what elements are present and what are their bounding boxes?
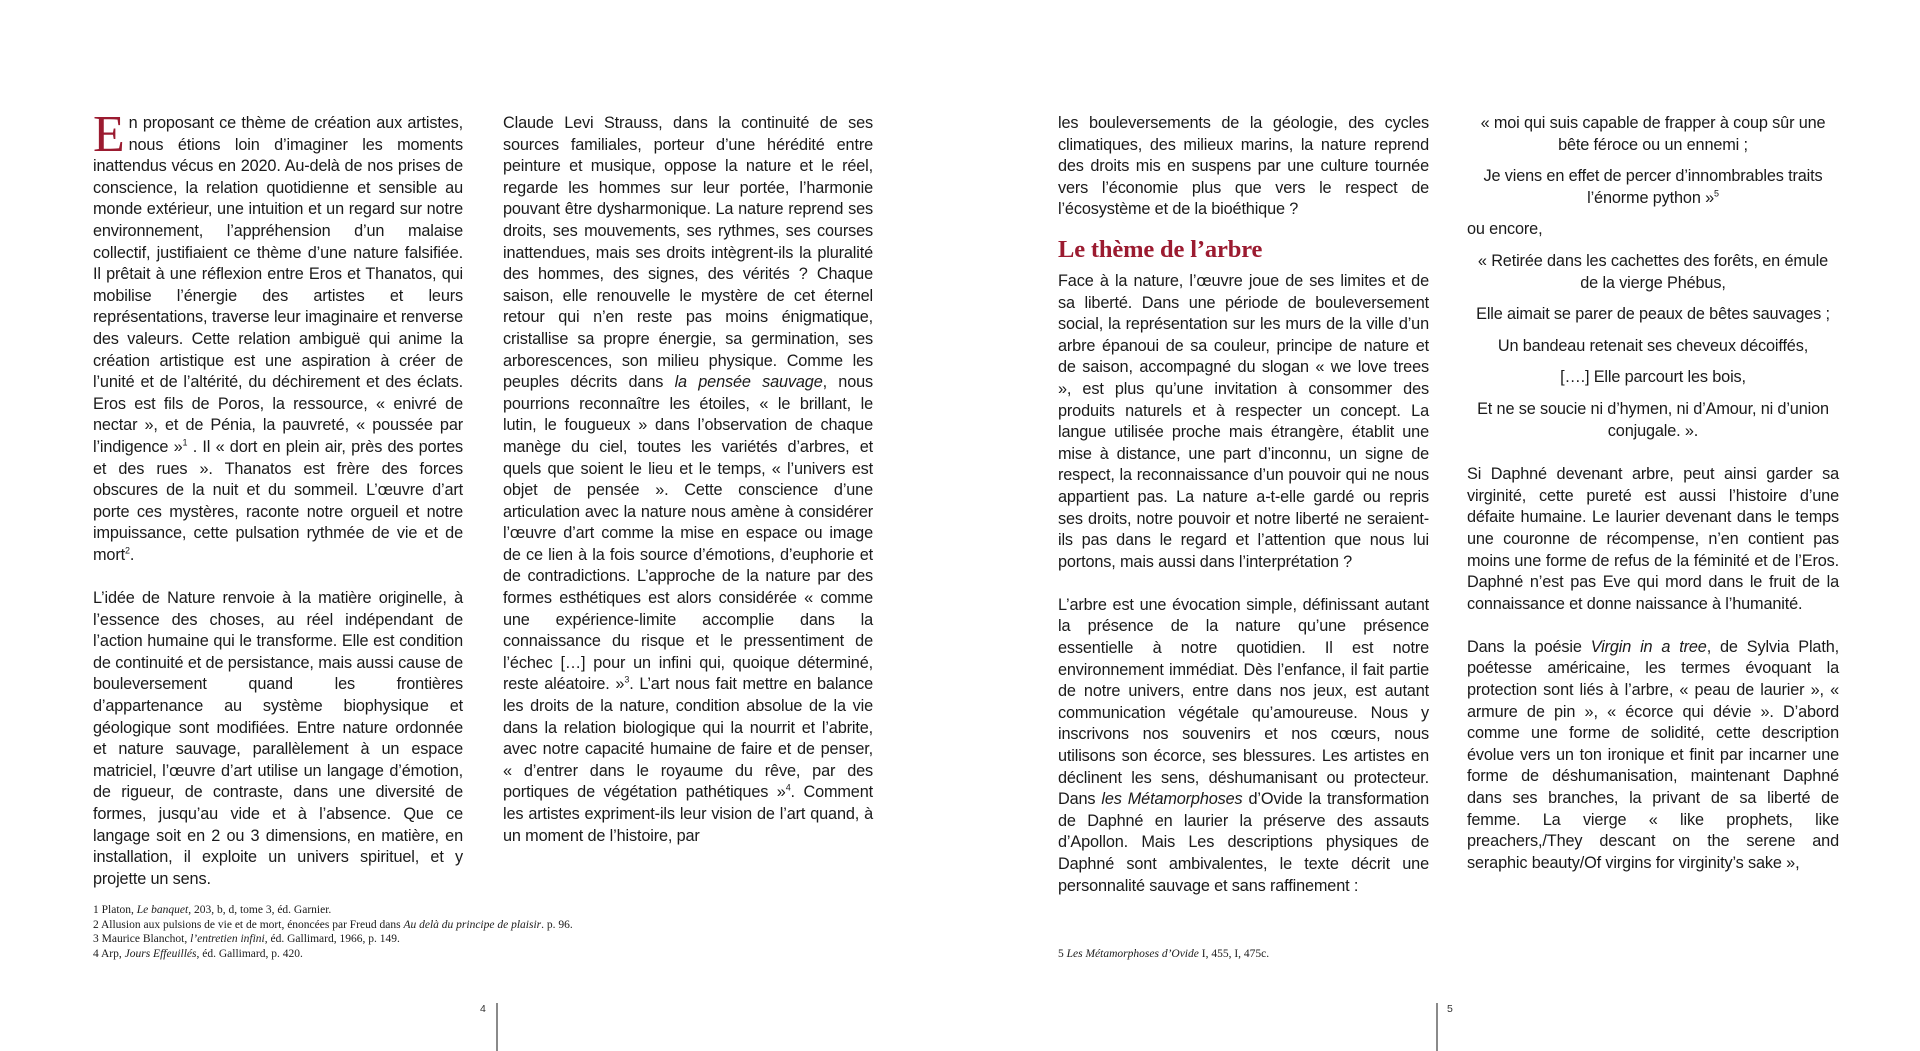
paragraph: En proposant ce thème de création aux artistes, nous étions loin d’imaginer les moments inattendus vécus en 2020. Au-delà de nos prises de conscience, la relation quotidienne et sensible au monde extérieur, une intuition et un regard sur notre environnement, l’appréhension d’un malaise collectif, justifiaient ce thème d’une nature falsifiée. Il prêtait à une réflexion entre Eros et Thanatos, qui mobilise l’énergie des artistes et leurs représentations, traverse leur imaginaire et renverse des valeurs. Cette relation ambiguë qui anime la création artistique est une aspiration à créer de l’unité et de l’altérité, du déchirement et des éclats. Eros est fils de Poros, la ressource, « enivré de nectar », et de Pénia, la pauvreté, « poussée par l’indigence »$^1$ . Il « dort en plein air, près des portes et des rues ». Thanatos est frère des forces obscures de la nuit et du sommeil. L’œuvre d’art porte ces mystères, raconte notre orgueil et notre impuissance, cette pulsation rythmée de vie et de mort$^2$.: [93, 106, 464, 564]
left-page-column-2: [503, 113, 873, 869]
page-rule-right: [1436, 1003, 1438, 1051]
section-heading: Le thème de l’arbre: [1058, 235, 1263, 263]
paragraph: Si Daphné devenant arbre, peut ainsi garder sa virginité, cette pureté est aussi l’histoire d’une défaite humaine. Le laurier devenant dans le temps une couronne de récompense, n’en contient pas moins une forme de refus de la féminité et de l’Eros. Daphné n’est pas Eve qui mord dans le fruit de la connaissance et donne naissance à l’humanité.: [1467, 465, 1839, 613]
paragraph: L’idée de Nature renvoie à la matière originelle, à l’essence des choses, au réel indépendant de l’action humaine qui le transforme. Elle est condition de continuité et de persistance, mais aussi cause de bouleversement quand les frontières d’appartenance au système biophysique et géologique sont modifiées. Entre nature ordonnée et nature sauvage, parallèlement à un espace matriciel, l’œuvre d’art utilise un langage d’émotion, de rigueur, de contraste, dans une diversité de formes, jusqu’au vide et à l’absence. Que ce langage soit en 2 ou 3 dimensions, en matière, en installation, il exploite un univers spirituel, et y projette un sens.: [93, 589, 463, 888]
paragraph: L’arbre est une évocation simple, définissant autant la présence de la nature qu’une présence essentielle à notre quotidien. Il est notre environnement immédiat. Dès l’enfance, il fait partie de notre univers, entre dans nos jeux, est autant communication végétale qu’amoureuse. Nous y inscrivons nos souvenirs et nos cœurs, nous utilisons son écorce, ses blessures. Les artistes en déclinent les sens, déshumanisant ou protecteur. Dans les Métamorphoses d’Ovide la transformation de Daphné en laurier la préserve des assauts d’Apollon. Mais Les descriptions physiques de Daphné sont ambivalentes, le texte décrit une personnalité sauvage et sans raffinement :: [1058, 595, 1429, 895]
quote-line: Je viens en effet de percer d’innombrables traits l’énorme python »$^5$: [1483, 167, 1823, 207]
book-title: la pensée sauvage: [674, 373, 823, 392]
paragraph: Face à la nature, l’œuvre joue de ses limites et de sa liberté. Dans une période de bouleversement social, la représentation sur les murs de la ville d’un arbre épanoui de sa couleur, principe de nature et de saison, accompagné du slogan « we love trees », est plus qu’une invitation à consommer des produits naturels et à respecter un concept. La langue utilisée proche mais étrangère, établit une mise à distance, une part d’inconnu, un signe de respect, la reconnaissance d’un pouvoir qui ne nous appartient pas. La nature a-t-elle gardé ou repris ses droits, notre pouvoir et notre liberté ne seraient-ils pas dans le regard et l’attention que nous lui portons, mais aussi dans l’interprétation ?: [1058, 271, 1429, 571]
footnote: 4 Arp, Jours Effeuillés, éd. Gallimard, p. 420.: [93, 947, 303, 960]
quote-line: « Retirée dans les cachettes des forêts, en émule de la vierge Phébus,: [1477, 251, 1829, 292]
paragraph: les bouleversements de la géologie, des cycles climatiques, des milieux marins, la nature reprend des droits mis en suspens par une culture tournée vers l’économie plus que vers le respect de l’écosystème et de la bioéthique ?: [1058, 114, 1429, 219]
page-number-left: 4: [480, 1003, 486, 1015]
quote-line: Et ne se soucie ni d’hymen, ni d’Amour, ni d’union conjugale. ».: [1477, 399, 1829, 440]
drop-cap: E: [93, 106, 125, 163]
page-rule-left: [496, 1003, 498, 1051]
right-page-column-1: [1058, 113, 1429, 919]
quote-line: Elle aimait se parer de peaux de bêtes sauvages ;: [1476, 305, 1830, 324]
footnote: 5 Les Métamorphoses d’Ovide I, 455, I, 475c.: [1058, 948, 1270, 960]
paragraph: ou encore,: [1467, 220, 1543, 239]
footnote: 1 Platon, Le banquet, 203, b, d, tome 3, éd. Garnier.: [93, 904, 332, 916]
footnote: 3 Maurice Blanchot, l’entretien infini, éd. Gallimard, 1966, p. 149.: [93, 933, 400, 945]
quote-line: [….] Elle parcourt les bois,: [1560, 368, 1746, 387]
quote-line: « moi qui suis capable de frapper à coup sûr une bête féroce ou un ennemi ;: [1480, 114, 1826, 154]
footnote-ref: 1: [182, 437, 188, 448]
left-page-column-1: [93, 106, 464, 912]
footnote-ref: 3: [624, 675, 630, 686]
footnote: 2 Allusion aux pulsions de vie et de mort, énoncées par Freud dans Au delà du principe de plaisir. p. 96.: [93, 918, 573, 931]
right-footnotes: [1058, 947, 1458, 962]
page-number-right: 5: [1447, 1003, 1453, 1015]
right-page-column-2: [1467, 113, 1839, 896]
footnote-ref: 2: [124, 545, 130, 556]
quote-line: Un bandeau retenait ses cheveux décoiffés,: [1497, 336, 1809, 355]
book-title: les Métamorphoses: [1101, 790, 1243, 809]
left-footnotes: [93, 903, 793, 961]
footnote-ref: 4: [785, 782, 791, 793]
footnote-ref: 5: [1714, 188, 1719, 199]
paragraph: Claude Levi Strauss, dans la continuité de ses sources familiales, porteur d’une hérédité entre peinture et musique, oppose la nature et le réel, regarde les hommes sur leur portée, l’harmonie pouvant être dysharmonique. La nature reprend ses droits, ses mouvements, ses rythmes, ses courses inattendues, mais ses droits intègrent-ils la pluralité des hommes, des signes, des vérités ? Chaque saison, elle renouvelle le mystère de cet éternel retour qui n’en reste pas moins énigmatique, cristallise sa propre énergie, sa germination, ses arborescences, son milieu physique. Comme les peuples décrits dans la pensée sauvage, nous pourrions reconnaître les étoiles, « le brillant, le lutin, le fougueux » dans l’observation de chaque manège du ciel, toutes les variétés d’arbres, et quels que soient le lieu et le temps, « l’univers est objet de pensée ». Cette conscience d’une articulation avec la nature nous amène à considérer l’œuvre d’art comme la mise en espace ou image de ce lien à la fois source d’émotions, d’euphorie et de contradictions. L’approche de la nature par des formes esthétiques est alors considérée « comme une expérience-limite accomplie dans la connaissance du risque et le pressentiment de l’échec […] pour un infini qui, quoique déterminé, reste aléatoire. »$^3$. L’art nous fait mettre en balance les droits de la nature, condition absolue de la vie dans la relation biologique qui la nourrit et l’abrite, avec notre capacité humaine de faire et de penser, « d’entrer dans le royaume du rêve, par des portiques de végétation pathétiques »$^4$. Comment les artistes expriment-ils leur vision de l’art quand, à un moment de l’histoire, par: [503, 114, 874, 845]
poem-title: Virgin in a tree: [1590, 637, 1707, 656]
paragraph: Dans la poésie Virgin in a tree, de Sylvia Plath, poétesse américaine, les termes évoquant la protection sont liés à l’arbre, « peau de laurier », « armure de pin », « écorce qui dévie ». D’abord comme une forme de solidité, cette description évolue vers un ton ironique et finit par incarner une forme de déshumanisation, maintenant Daphné dans ses branches, la privant de sa liberté de femme. La vierge « like prophets, like preachers,/They descant on the serene and seraphic beauty/Of virgins for virginity’s sake »,: [1467, 637, 1839, 872]
